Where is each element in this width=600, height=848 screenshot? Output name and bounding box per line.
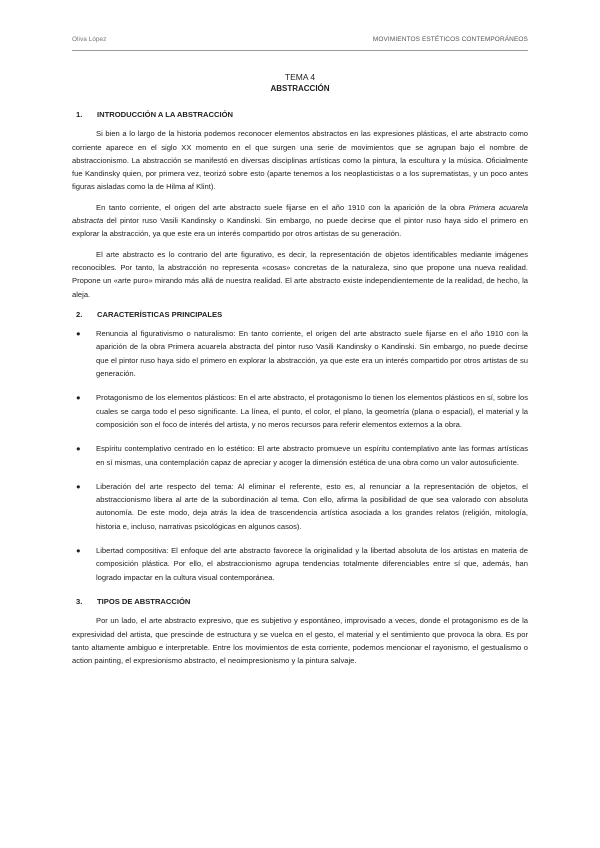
- section-number: 3.: [76, 596, 83, 606]
- characteristics-list: [72, 327, 528, 584]
- intro-paragraph-1: Si bien a lo largo de la historia podemos reconocer elementos abstractos en las expresiones plásticas, el arte abstracto como corriente aparece en el siglo XX momento en el que surgen una serie de movimientos que se agrupan bajo el nombre de abstraccionismo. La abstracción se manifestó en diversas disciplinas artísticas como la pintura, la escultura y la música. Oficialmente fue Kandinsky quien, por primera vez, teorizó sobre esto (aparte tenemos a los neoplasticistas o a los suprematistas, y un poco antes figuras aisladas como la de Hilma af Klint).: [72, 129, 528, 192]
- artwork-title: Primera acuarela abstracta: [72, 202, 528, 226]
- list-item: [72, 544, 528, 584]
- bullet-icon: ●: [76, 329, 81, 339]
- course-title: MOVIMIENTOS ESTÉTICOS CONTEMPORÁNEOS: [372, 36, 528, 43]
- document-titles: [72, 71, 528, 95]
- topic-number: TEMA 4: [284, 72, 316, 82]
- list-item-text: Espíritu contemplativo centrado en lo estético: El arte abstracto promueve un espíritu contemplativo ante las formas artísticas en sí mismas, una contemplación capaz de apreciar y acoger la dimensión estética de una obra como un valor autosuficiente.: [96, 444, 528, 467]
- list-item: [72, 327, 528, 380]
- section-title: INTRODUCCIÓN A LA ABSTRACCIÓN: [97, 110, 233, 119]
- list-item: [72, 442, 528, 469]
- intro-paragraph-3: El arte abstracto es lo contrario del arte figurativo, es decir, la representación de objetos identificables mediante imágenes reconocibles. Por tanto, la abstracción no representa «cosas» concretas de la naturaleza, sino que propone una nueva realidad. Propone un «arte puro» mirando más allá de nuestra realidad. El arte abstracto existe independientemente de la realidad, de hecho, la aleja.: [72, 249, 528, 299]
- bullet-icon: ●: [76, 546, 81, 556]
- author-name: Oliva López: [72, 36, 107, 43]
- section-title: CARACTERÍSTICAS PRINCIPALES: [97, 309, 223, 319]
- section-heading-intro: [72, 108, 528, 121]
- section-number: 2.: [76, 309, 83, 319]
- section-heading-types: [72, 595, 528, 608]
- types-paragraph-1: Por un lado, el arte abstracto expresivo, que es subjetivo y espontáneo, improvisado a veces, donde el protagonismo es de la expresividad del artista, que prescinde de estructura y se vuelca en el gesto, el material y el sentimiento que provoca la obra. Es por tanto altamente ambiguo e interpretable. Entre los movimientos de esta corriente, podemos mencionar el rayonismo, el gestualismo o action painting, el expresionismo abstracto, el neoimpresionismo y la pintura salvaje.: [72, 616, 528, 666]
- document-body: [72, 108, 528, 674]
- bullet-icon: ●: [76, 393, 81, 403]
- section-heading-characteristics: [72, 308, 528, 321]
- list-item-text: Libertad compositiva: El enfoque del arte abstracto favorece la originalidad y la libertad absoluta de los artistas en materia de composición plástica. Por ello, el abstraccionismo agrupa tendencias totalmente diferenciables entre sí que, además, han logrado impactar en la cultura visual contemporánea.: [96, 546, 528, 582]
- list-item-text: Renuncia al figurativismo o naturalismo: En tanto corriente, el origen del arte abstracto suele fijarse en el año 1910 con la aparición de la obra Primera acuarela abstracta del pintor ruso Vasili Kandinsky o Kandinski. Sin embargo, no puede decirse que el pintor ruso haya sido el primero en explorar la abstracción, ya que este era un interés compartido por otros artistas de su generación.: [96, 329, 528, 379]
- list-item: [72, 391, 528, 431]
- section-number: 1.: [76, 110, 83, 119]
- bullet-icon: ●: [76, 444, 81, 454]
- intro-paragraph-2-part: del pintor ruso Vasili Kandinsky o Kandinski. Sin embargo, no puede decirse que el pintor ruso haya sido el primero en explorar la abstracción, ya que este era un interés compartido por otros artistas de su generación.: [72, 216, 528, 239]
- list-item-text: Liberación del arte respecto del tema: Al eliminar el referente, esto es, al renunciar a la representación de objetos, el abstraccionismo libera al arte de la subordinación al tema. Con ello, afirma la posibilidad de que sea valorado con absoluta autonomía. De este modo, deja atrás la idea de trascendencia artística asociada a los grandes relatos (religión, mitología, historia e, incluso, narrativas psicológicas en algunos casos).: [96, 481, 528, 531]
- bullet-icon: ●: [76, 481, 81, 491]
- page-header: [72, 36, 528, 52]
- list-item-text: Protagonismo de los elementos plásticos: En el arte abstracto, el protagonismo lo tienen los elementos plásticos en sí, sobre los cuales se carga todo el peso significante. La línea, el punto, el color, el plano, la geometría (plana o espacial), el material y la composición son el foco de interés del artista, y no meros recursos para referir elementos externos a la obra.: [96, 393, 528, 429]
- section-title: TIPOS DE ABSTRACCIÓN: [97, 596, 191, 606]
- list-item: [72, 480, 528, 533]
- topic-title: ABSTRACCIÓN: [270, 84, 330, 93]
- intro-paragraph-2-part: En tanto corriente, el origen del arte abstracto suele fijarse en el año 1910 con la aparición de la obra: [96, 202, 469, 212]
- intro-paragraph-2: [72, 201, 528, 241]
- header-divider: [72, 50, 528, 51]
